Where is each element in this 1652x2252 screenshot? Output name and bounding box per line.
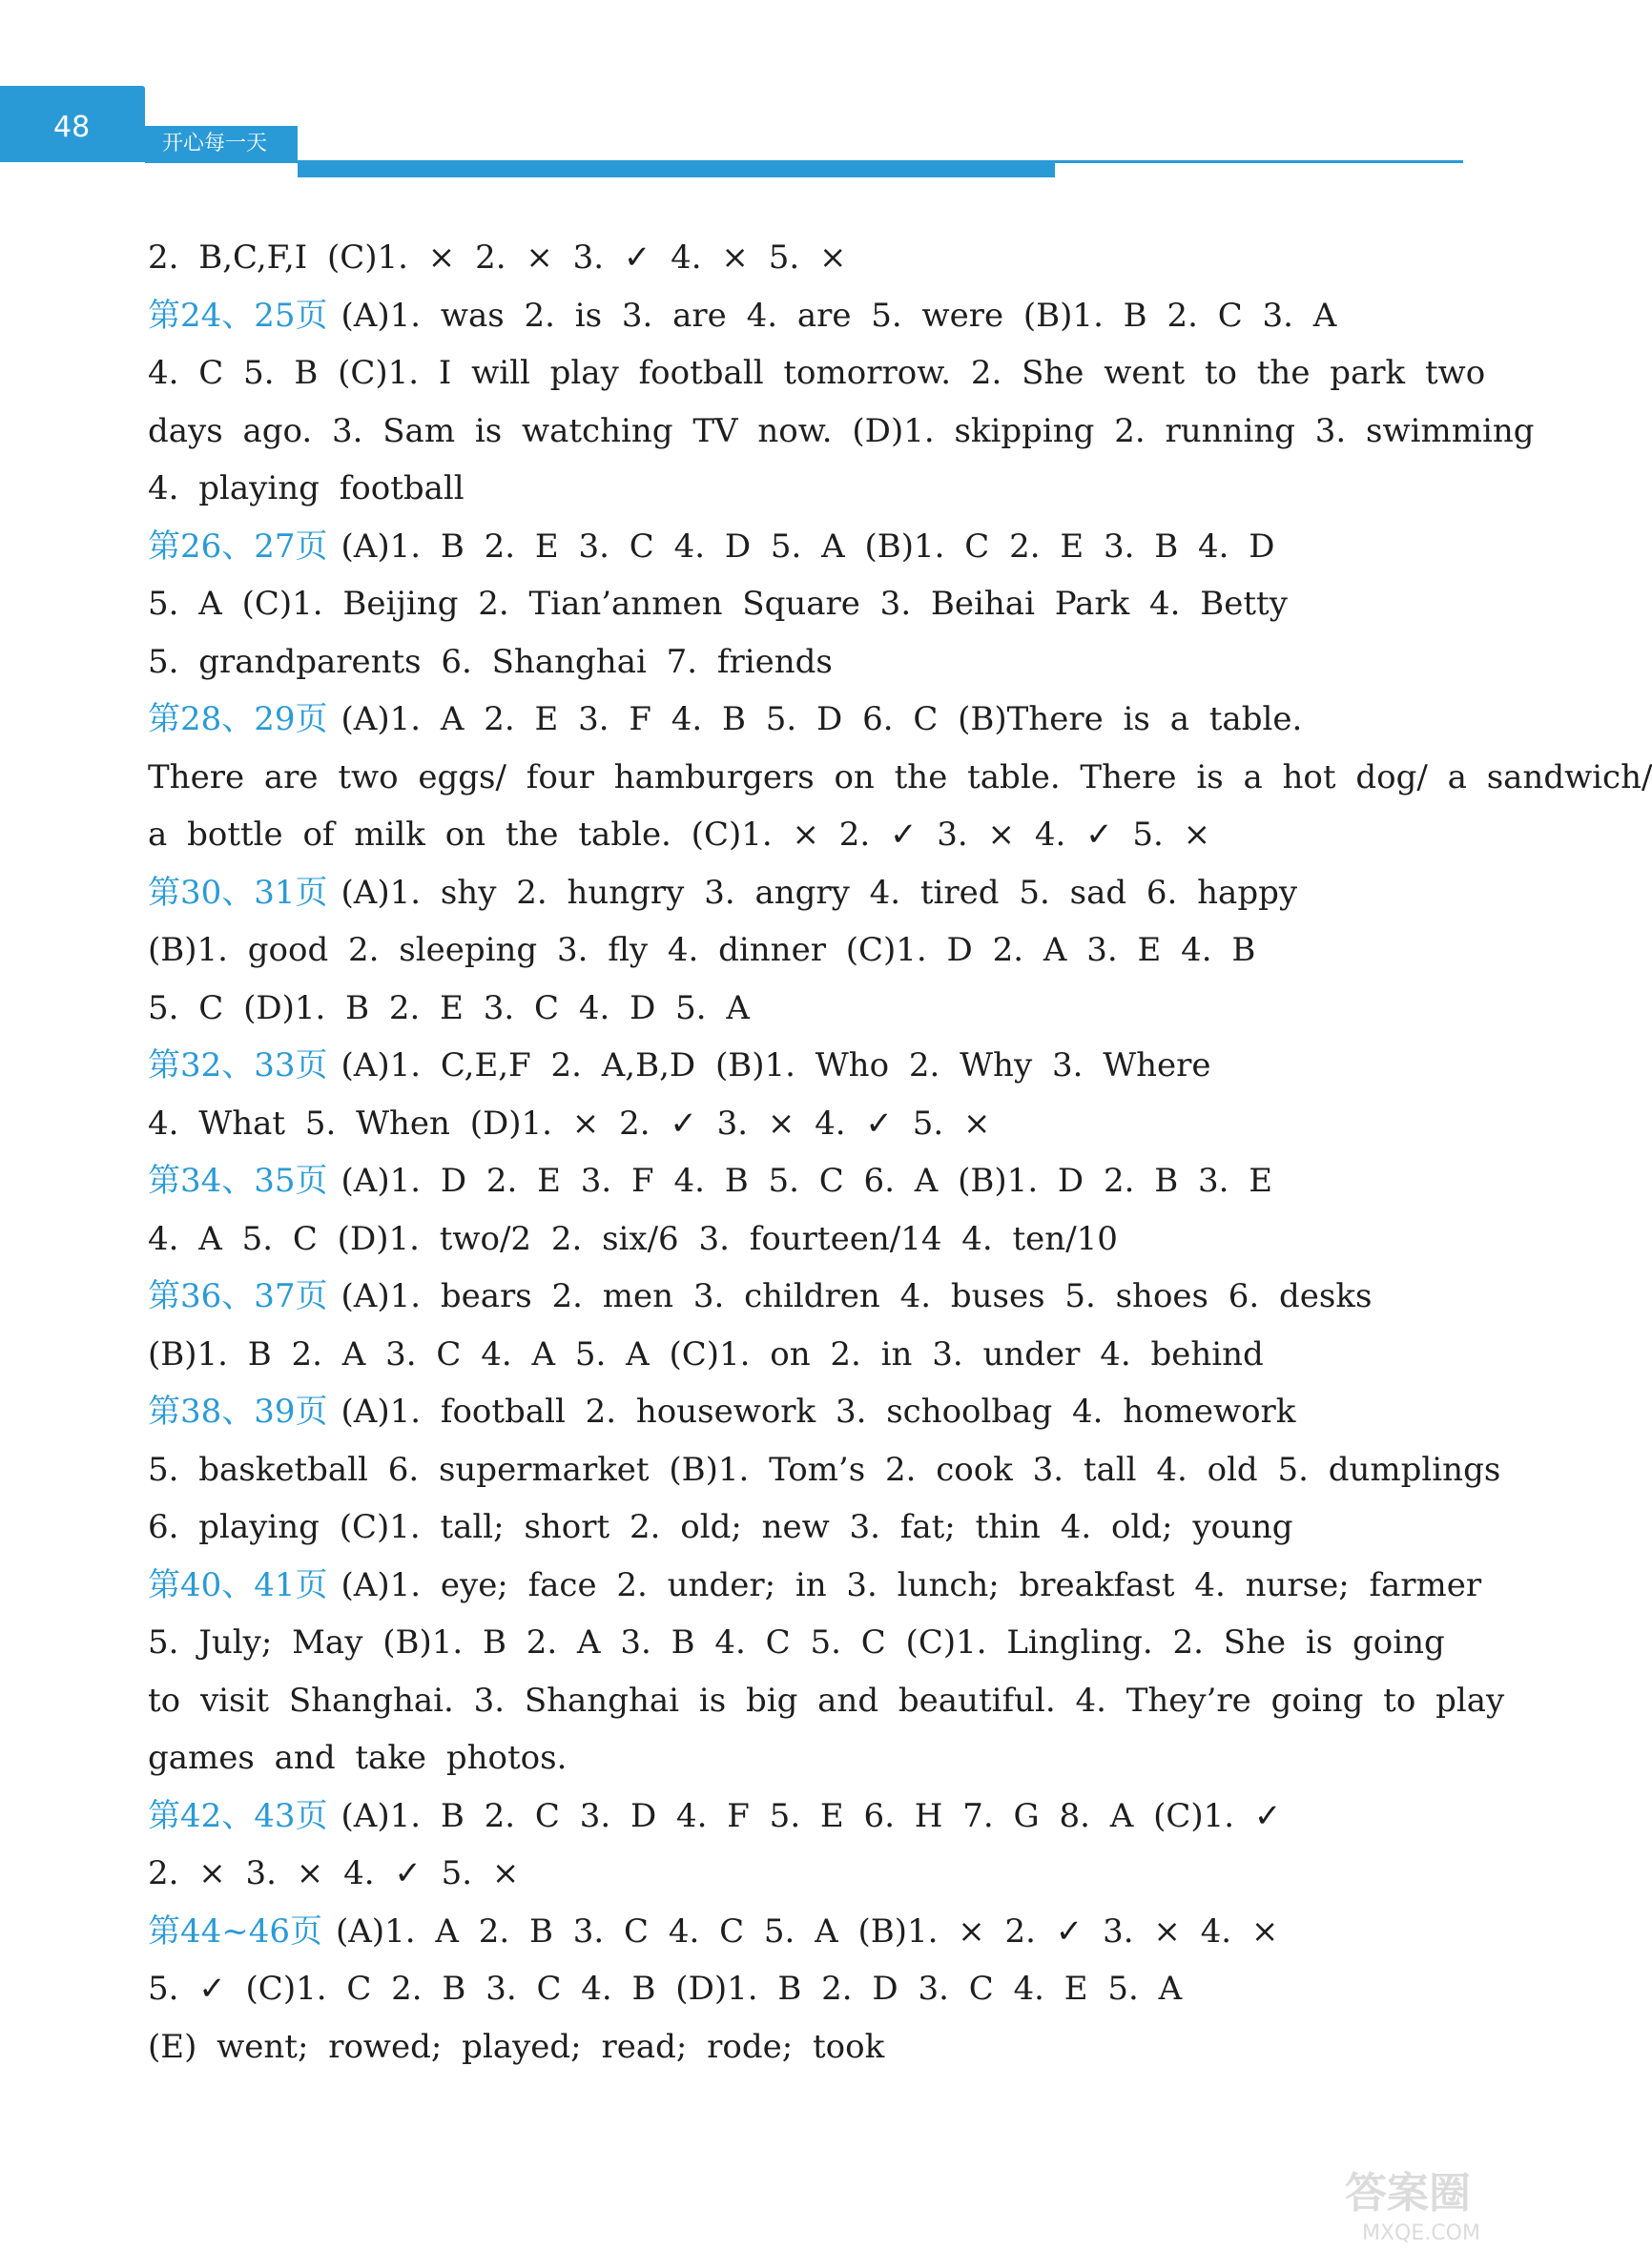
answer-line <box>148 1326 1426 1384</box>
answer-line <box>148 1903 1426 1961</box>
answer-text: (B)1. good 2. sleeping 3. fly 4. dinner (C)1. D 2. A 3. E 4. B <box>148 931 1256 969</box>
header-band-right <box>298 162 1055 177</box>
answer-line <box>148 691 1426 749</box>
page-range-label: 第24、25页 <box>148 296 328 335</box>
watermark-logo <box>1333 2152 1524 2247</box>
answer-text: 5. grandparents 6. Shanghai 7. friends <box>148 642 833 681</box>
answer-line <box>148 2018 1426 2076</box>
answer-text: (A)1. bears 2. men 3. children 4. buses 5. shoes 6. desks <box>341 1277 1373 1315</box>
answer-line <box>148 1672 1505 1730</box>
answer-line <box>148 1037 1426 1095</box>
answer-line <box>148 921 1426 980</box>
answer-text: (A)1. A 2. E 3. F 4. B 5. D 6. C (B)There is a table. <box>341 700 1303 738</box>
answer-line <box>148 287 1426 345</box>
answer-text: 4. playing football <box>148 469 465 507</box>
answer-line <box>148 1210 1426 1269</box>
answer-line <box>148 633 1426 692</box>
answer-text: (B)1. B 2. A 3. C 4. A 5. A (C)1. on 2. in 3. under 4. behind <box>148 1334 1264 1374</box>
answer-text: (A)1. B 2. C 3. D 4. F 5. E 6. H 7. G 8. A (C)1. ✓ <box>341 1796 1282 1835</box>
answer-text: (A)1. B 2. E 3. C 4. D 5. A (B)1. C 2. E 3. B 4. D <box>341 527 1275 566</box>
page-range-label: 第36、37页 <box>148 1277 328 1315</box>
answer-line <box>148 344 1486 403</box>
answer-line <box>148 1960 1426 2018</box>
answer-text: (A)1. C,E,F 2. A,B,D (B)1. Who 2. Why 3. Where <box>341 1046 1211 1085</box>
answer-text: 5. basketball 6. supermarket (B)1. Tom’s 2. cook 3. tall 4. old 5. dumplings <box>148 1450 1501 1489</box>
answer-text: games and take photos. <box>148 1739 568 1777</box>
page-range-label: 第40、41页 <box>148 1565 328 1604</box>
page-range-label: 第30、31页 <box>148 873 328 912</box>
answer-line <box>148 518 1426 576</box>
answer-line <box>148 749 1652 807</box>
answer-line <box>148 1268 1426 1326</box>
answer-line <box>148 1557 1482 1615</box>
answer-line <box>148 1152 1426 1210</box>
answer-line <box>148 1614 1445 1672</box>
watermark-url: MXQE.COM <box>1362 2221 1480 2245</box>
answer-line <box>148 1095 1426 1153</box>
page-range-label: 第34、35页 <box>148 1162 328 1200</box>
answer-line <box>148 1845 1426 1903</box>
answer-line <box>148 1383 1426 1441</box>
answer-line <box>148 806 1426 864</box>
answer-line <box>148 403 1535 461</box>
answer-text: There are two eggs/ four hamburgers on the table. There is a hot dog/ a sandwich/ <box>148 757 1652 796</box>
answer-text: 2. × 3. × 4. ✓ 5. × <box>148 1854 520 1892</box>
answer-text: 5. July; May (B)1. B 2. A 3. B 4. C 5. C (C)1. Lingling. 2. She is going <box>148 1623 1445 1662</box>
page-range-label: 第32、33页 <box>148 1046 328 1085</box>
answer-line <box>148 575 1426 633</box>
answer-line <box>148 1498 1426 1557</box>
answer-text: 4. C 5. B (C)1. I will play football tomorrow. 2. She went to the park two <box>148 354 1486 392</box>
answer-line <box>148 460 1426 518</box>
answer-text: (E) went; rowed; played; read; rode; took <box>148 2027 885 2066</box>
answer-line <box>148 1441 1501 1499</box>
answer-line <box>148 980 1426 1038</box>
answer-line <box>148 229 1426 287</box>
answer-text: to visit Shanghai. 3. Shanghai is big and beautiful. 4. They’re going to play <box>148 1681 1505 1720</box>
answer-text: a bottle of milk on the table. (C)1. × 2. ✓ 3. × 4. ✓ 5. × <box>148 816 1211 854</box>
answer-text: (A)1. shy 2. hungry 3. angry 4. tired 5. sad 6. happy <box>341 873 1298 912</box>
page-header <box>0 0 1534 181</box>
answer-text: (A)1. football 2. housework 3. schoolbag 4. homework <box>341 1393 1296 1431</box>
answer-text: (A)1. eye; face 2. under; in 3. lunch; breakfast 4. nurse; farmer <box>341 1565 1482 1604</box>
answer-key <box>148 229 1652 2076</box>
answer-text: (A)1. was 2. is 3. are 4. are 5. were (B)1. B 2. C 3. A <box>341 296 1337 335</box>
page-range-label: 第28、29页 <box>148 700 328 738</box>
answer-line <box>148 864 1426 922</box>
answer-text: 5. ✓ (C)1. C 2. B 3. C 4. B (D)1. B 2. D 3. C 4. E 5. A <box>148 1970 1183 2008</box>
page-range-label: 第26、27页 <box>148 527 328 566</box>
answer-text: 2. B,C,F,I (C)1. × 2. × 3. ✓ 4. × 5. × <box>148 238 847 277</box>
section-title: 开心每一天 <box>162 132 268 155</box>
page-range-label: 第38、39页 <box>148 1393 328 1431</box>
answer-text: 4. What 5. When (D)1. × 2. ✓ 3. × 4. ✓ 5. × <box>148 1104 991 1143</box>
watermark-label: 答案圈 <box>1345 2169 1471 2218</box>
answer-text: 5. C (D)1. B 2. E 3. C 4. D 5. A <box>148 988 750 1027</box>
answer-text: (A)1. A 2. B 3. C 4. C 5. A (B)1. × 2. ✓ 3. × 4. × <box>336 1911 1279 1951</box>
answer-text: (A)1. D 2. E 3. F 4. B 5. C 6. A (B)1. D 2. B 3. E <box>341 1162 1273 1200</box>
page-range-label: 第44~46页 <box>148 1911 323 1951</box>
answer-line <box>148 1729 1426 1787</box>
answer-text: 4. A 5. C (D)1. two/2 2. six/6 3. fourteen/14 4. ten/10 <box>148 1219 1118 1258</box>
answer-line <box>148 1787 1426 1846</box>
page-range-label: 第42、43页 <box>148 1796 328 1835</box>
answer-text: 6. playing (C)1. tall; short 2. old; new 3. fat; thin 4. old; young <box>148 1508 1293 1546</box>
answer-text: days ago. 3. Sam is watching TV now. (D)1. skipping 2. running 3. swimming <box>148 411 1535 450</box>
page-number: 48 <box>53 111 91 144</box>
answer-text: 5. A (C)1. Beijing 2. Tian’anmen Square 3. Beihai Park 4. Betty <box>148 585 1288 623</box>
